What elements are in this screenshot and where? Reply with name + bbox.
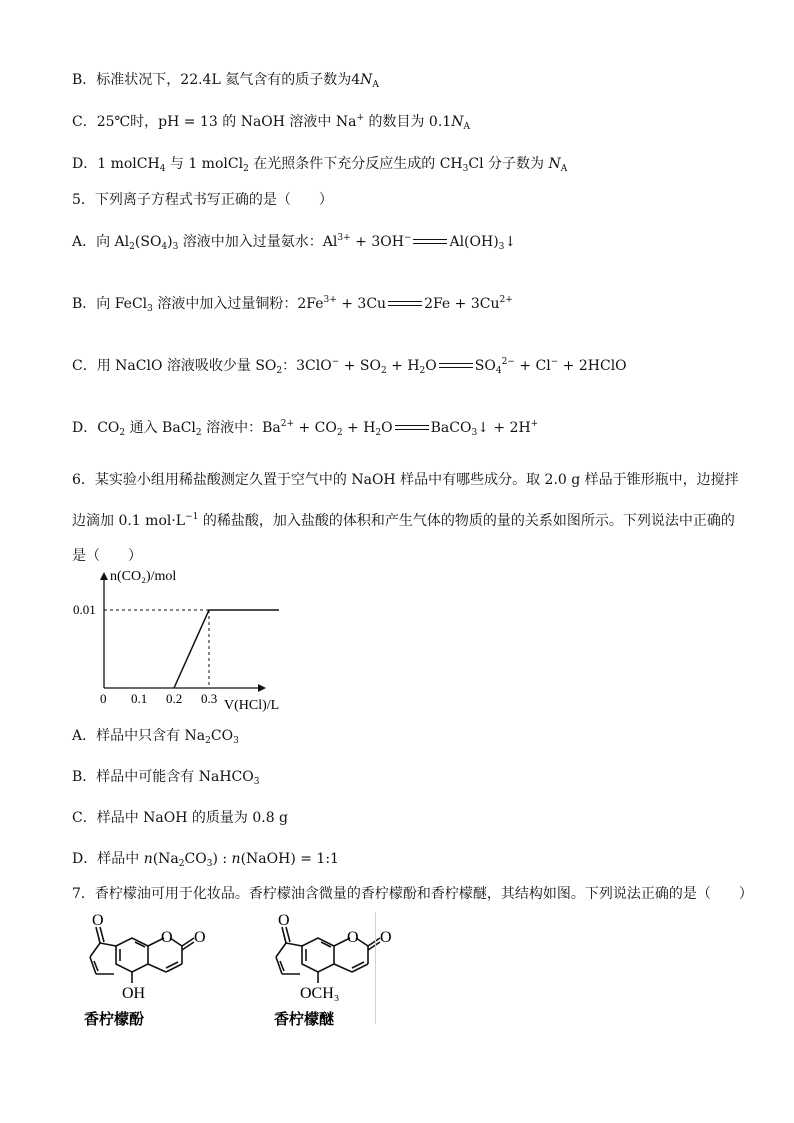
x-tick-label: 0.3 <box>201 691 218 706</box>
y-tick-label: 0.01 <box>73 602 96 617</box>
q6-stem-line1: 6．某实验小组用稀盐酸测定久置于空气中的 NaOH 样品中有哪些成分。取 2.0 g 样品于锥形瓶中，边搅拌 <box>72 472 739 488</box>
q5-option-a[interactable]: A．向 $Al_2(SO_4)_3$ 溶液中加入过量氨水：$Al^{3+} + 3OH^-$ $Al(OH)_3↓$ <box>72 233 517 252</box>
q4-option-b[interactable]: B．标准状况下，22.4L 氦气含有的质子数为$4N_A$ <box>72 72 379 90</box>
reaction-arrow <box>395 423 429 433</box>
q6-stem-line3: 是（ ） <box>72 548 142 564</box>
y-axis-arrow <box>100 572 108 580</box>
q6-option-d[interactable]: D．样品中 $n(Na_2CO_3)$ : n(NaOH) = 1:1 <box>72 851 339 869</box>
figure-divider <box>375 912 376 1024</box>
x-axis-label: V(HCl)/L <box>224 698 280 713</box>
q7-stem: 7．香柠檬油可用于化妆品。香柠檬油含微量的香柠檬酚和香柠檬醚，其结构如图。下列说法正确的是（ ） <box>72 886 753 902</box>
atom-label: O <box>92 912 104 929</box>
reaction-arrow <box>413 237 447 247</box>
molecule-bonds <box>276 927 380 983</box>
substituent-label: OCH₃ <box>300 985 340 1002</box>
reaction-arrow <box>388 299 422 309</box>
q5-option-c[interactable]: C．用 NaClO 溶液吸收少量 $SO_2$：$3ClO^- + SO_2 + H_2O$ $SO_4^{2-} + Cl^-$ + 2HClO <box>72 357 627 376</box>
reaction-arrow <box>439 361 473 371</box>
x-axis-arrow <box>258 684 266 692</box>
q6-option-b[interactable]: B．样品中可能含有 NaHCO$_3$ <box>72 769 260 787</box>
q6-stem-line2: 边滴加 0.1 $mol\cdot L^{-1}$ 的稀盐酸，加入盐酸的体积和产生气体的物质的量的关系如图所示。下列说法中正确的 <box>72 512 735 529</box>
compound-name: 香柠檬醚 <box>274 1012 335 1028</box>
atom-label: O <box>380 929 392 946</box>
x-tick-label: 0.1 <box>131 691 148 706</box>
atom-label: O <box>347 929 359 946</box>
atom-label: O <box>194 929 206 946</box>
q6-option-c[interactable]: C．样品中 NaOH 的质量为 0.8 g <box>72 810 289 826</box>
x-tick-label: 0 <box>100 691 107 706</box>
series-line <box>174 610 279 688</box>
substituent-label: OH <box>122 985 146 1002</box>
x-tick-label: 0.2 <box>166 691 183 706</box>
q5-option-b[interactable]: B．向 FeCl$_3$ 溶液中加入过量铜粉：$2Fe^{3+} + 3Cu$ $2Fe + 3Cu^{2+}$ <box>72 295 513 314</box>
bergapten-structure <box>258 905 398 1030</box>
y-axis-label: n(CO₂)/mol <box>110 569 177 584</box>
atom-label: O <box>161 929 173 946</box>
q5-stem: 5．下列离子方程式书写正确的是（ ） <box>72 192 333 208</box>
compound-name: 香柠檬酚 <box>84 1012 145 1028</box>
bergaptol-structure <box>72 905 212 1030</box>
molecule-bonds <box>90 927 194 983</box>
q5-option-d[interactable]: D．$CO_2$ 通入 BaCl$_2$ 溶液中：$Ba^{2+} + CO_2 + H_2O$ BaCO$_3$↓ + 2H+ <box>72 419 539 438</box>
q4-option-d[interactable]: D．1 molCH$_4$ 与 1 molCl$_2$ 在光照条件下充分反应生成的 $CH_3Cl$ 分子数为 $N_A$ <box>72 156 568 174</box>
q4-option-c[interactable]: C．25℃时，pH = 13 的 NaOH 溶液中 Na+ 的数目为 $0.1N_A$ <box>72 113 470 132</box>
co2-volume-chart <box>72 564 287 714</box>
atom-label: O <box>278 912 290 929</box>
q6-option-a[interactable]: A．样品中只含有 $Na_2CO_3$ <box>72 728 239 746</box>
